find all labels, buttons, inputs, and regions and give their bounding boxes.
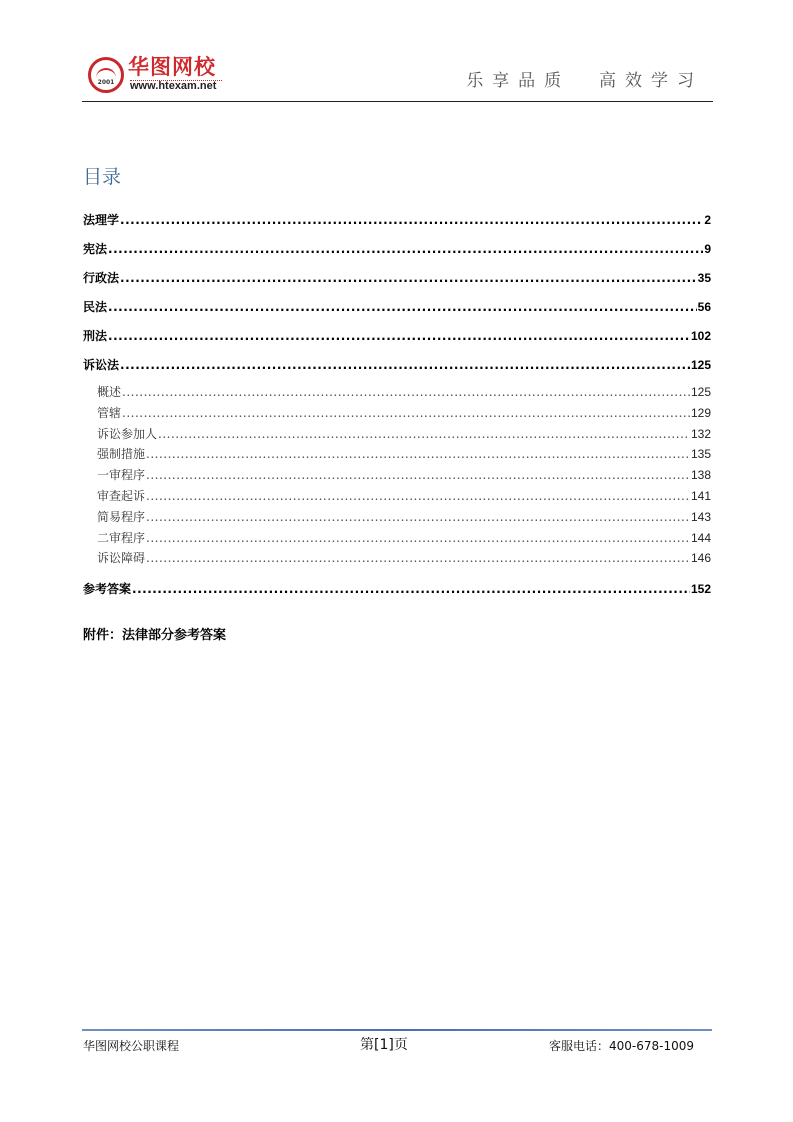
page-number: 第[1]页	[360, 1037, 408, 1053]
toc-leader-dots	[146, 548, 690, 569]
toc-entry-label: 审查起诉	[97, 488, 146, 503]
toc-entry-label: 二审程序	[97, 530, 146, 545]
footer-course-name: 华图网校公职课程	[83, 1039, 180, 1053]
toc-entry[interactable]	[83, 208, 711, 237]
toc-subentry[interactable]	[83, 507, 711, 528]
appendix-heading: 附件：法律部分参考答案	[83, 628, 227, 643]
toc-entry-label: 刑法	[83, 329, 108, 343]
toc-entry-page: 143	[690, 509, 711, 524]
toc-entry[interactable]	[83, 237, 711, 266]
toc-entry-page: 35	[697, 271, 711, 285]
table-of-contents	[83, 208, 711, 606]
toc-entry-page: 2	[704, 213, 711, 227]
toc-leader-dots	[122, 382, 690, 403]
toc-leader-dots	[146, 528, 690, 549]
toc-entry-label: 诉讼障碍	[97, 551, 146, 566]
toc-entry[interactable]	[83, 577, 711, 606]
logo-name: 华图网校	[128, 55, 216, 79]
toc-entry-label: 强制措施	[97, 447, 146, 462]
toc-leader-dots	[158, 424, 690, 445]
toc-entry-page: 135	[690, 447, 711, 462]
toc-leader-dots	[108, 295, 697, 319]
toc-entry-label: 概述	[97, 385, 122, 399]
toc-entry-page: 138	[690, 468, 711, 483]
toc-entry-page: 132	[690, 426, 711, 441]
toc-entry[interactable]	[83, 324, 711, 353]
toc-entry-page: 141	[690, 488, 711, 503]
toc-leader-dots	[120, 266, 697, 290]
toc-entry[interactable]	[83, 266, 711, 295]
header-divider	[82, 101, 713, 102]
toc-leader-dots	[120, 208, 703, 232]
toc-leader-dots	[122, 403, 690, 424]
toc-entry-label: 民法	[83, 300, 108, 314]
toc-subentry[interactable]	[83, 403, 711, 424]
toc-entry-page: 125	[690, 358, 711, 372]
toc-subentry[interactable]	[83, 382, 711, 403]
toc-subentry[interactable]	[83, 465, 711, 486]
toc-leader-dots	[146, 444, 690, 465]
toc-subentry[interactable]	[83, 424, 711, 445]
toc-entry-label: 参考答案	[83, 582, 132, 597]
toc-entry-label: 诉讼法	[83, 358, 120, 372]
toc-subentry[interactable]	[83, 444, 711, 465]
toc-subentry[interactable]	[83, 548, 711, 569]
toc-subentry[interactable]	[83, 486, 711, 507]
toc-entry-page: 144	[690, 530, 711, 545]
toc-leader-dots	[132, 577, 690, 601]
page-header	[82, 50, 713, 102]
toc-entry-label: 宪法	[83, 242, 108, 256]
toc-entry-page: 102	[690, 329, 711, 343]
toc-entry-page: 146	[690, 551, 711, 566]
toc-title: 目录	[83, 166, 122, 188]
toc-entry-page: 56	[697, 300, 711, 314]
toc-entry-label: 行政法	[83, 271, 120, 285]
toc-leader-dots	[120, 353, 690, 377]
logo-url: www.htexam.net	[130, 80, 217, 92]
footer-divider	[82, 1029, 712, 1031]
toc-leader-dots	[146, 465, 690, 486]
logo-year: 2001	[97, 79, 115, 86]
toc-leader-dots	[146, 486, 690, 507]
toc-leader-dots	[108, 324, 690, 348]
footer-hotline: 客服电话：400-678-1009	[549, 1039, 695, 1053]
header-slogan: 乐享品质 高效学习	[466, 71, 703, 91]
toc-entry-page: 125	[690, 385, 711, 399]
toc-leader-dots	[146, 507, 690, 528]
toc-entry-page: 129	[690, 405, 711, 420]
toc-entry-label: 法理学	[83, 213, 120, 227]
toc-entry[interactable]	[83, 295, 711, 324]
toc-subentry[interactable]	[83, 528, 711, 549]
toc-entry-page: 152	[690, 582, 711, 597]
toc-entry-label: 管辖	[97, 405, 122, 420]
toc-entry-page: 9	[704, 242, 711, 256]
toc-entry-label: 诉讼参加人	[97, 426, 158, 441]
toc-entry[interactable]	[83, 353, 711, 382]
toc-entry-label: 简易程序	[97, 509, 146, 524]
toc-leader-dots	[108, 237, 703, 261]
toc-entry-label: 一审程序	[97, 468, 146, 483]
logo	[88, 55, 228, 97]
logo-badge-icon	[88, 57, 124, 93]
